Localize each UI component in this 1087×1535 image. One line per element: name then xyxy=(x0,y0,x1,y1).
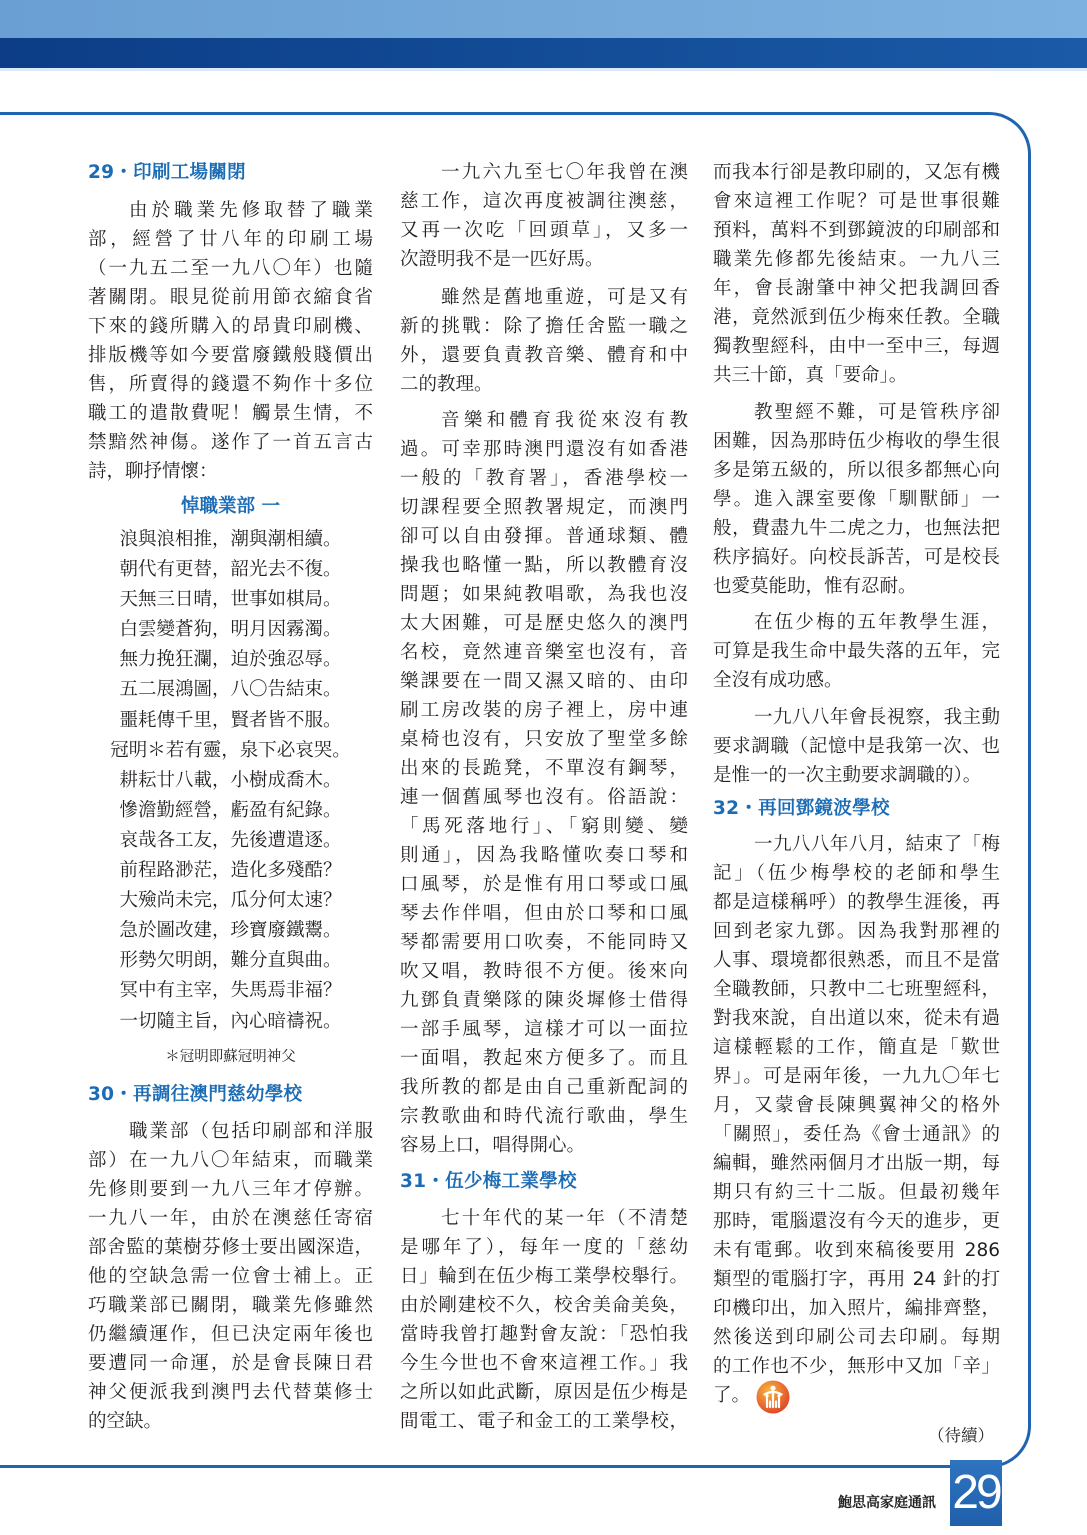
body-text-line: 過。可幸那時澳門還沒有如香港 xyxy=(400,438,688,460)
body-text-line: 雖然是舊地重遊，可是又有 xyxy=(441,286,688,308)
body-text-line: 神父便派我到澳門去代替葉修士 xyxy=(88,1381,373,1403)
paragraph xyxy=(713,830,1000,1410)
body-text-line: 口風琴，於是惟有用口琴或口風 xyxy=(400,873,688,895)
header-band-dark xyxy=(0,38,1087,68)
body-text-line: 期只有約三十二版。但最初幾年 xyxy=(713,1181,1000,1203)
poem-line: 形勢欠明朗，難分直與曲。 xyxy=(119,950,342,972)
poem-line: 天無三日晴，世事如棋局。 xyxy=(119,589,342,611)
body-text-line: 編輯，雖然兩個月才出版一期，每 xyxy=(713,1152,1000,1174)
body-text-line: 卻可以自由發揮。普通球類、體 xyxy=(400,525,688,547)
body-text-line: 學。進入課室要像「馴獸師」一 xyxy=(713,488,1000,510)
paragraph xyxy=(400,283,688,399)
body-text-line: 般，費盡九牛二虎之力，也無法把 xyxy=(713,517,1000,539)
body-text-line: 下來的錢所購入的昂貴印刷機、 xyxy=(88,315,373,337)
body-text-line: 禁黯然神傷。遂作了一首五言古 xyxy=(88,431,373,453)
body-text-line: 二的教理。 xyxy=(400,373,493,395)
body-text-line: 桌椅也沒有，只安放了聖堂多餘 xyxy=(400,728,688,750)
body-text-line: 全職教師，只教中二七班聖經科， xyxy=(713,978,1000,1000)
body-text-line: 是惟一的一次主動要求調職的）。 xyxy=(713,764,982,786)
paragraph xyxy=(400,158,688,274)
body-text-line: 次證明我不是一匹好馬。 xyxy=(400,248,604,270)
poem-line: 慘澹勤經營，虧盈有紀錄。 xyxy=(119,799,342,821)
body-text-line: 巧職業部已關閉，職業先修雖然 xyxy=(88,1294,373,1316)
section-heading: 32・再回鄧鏡波學校 xyxy=(713,797,890,819)
body-text-line: 今生今世也不會來這裡工作。」我 xyxy=(400,1352,688,1374)
poem-line: 大殮尚未完，瓜分何太速？ xyxy=(119,890,342,912)
poem-line: 一切隨主旨，內心暗禱祝。 xyxy=(119,1010,342,1032)
body-text-line: 音樂和體育我從來沒有教 xyxy=(441,409,688,431)
body-text-line: 一部手風琴，這樣才可以一面拉 xyxy=(400,1018,688,1040)
poem-footnote: ＊冠明即蘇冠明神父 xyxy=(165,1049,296,1065)
body-text-line: 「馬死落地行」、「窮則變、變 xyxy=(400,815,688,837)
poem-line: 冥中有主宰，失馬焉非福？ xyxy=(119,980,342,1002)
body-text-line: 七十年代的某一年（不清楚 xyxy=(441,1207,688,1229)
to-be-continued: （待續） xyxy=(928,1426,994,1445)
publication-name: 鮑思高家庭通訊 xyxy=(838,1495,936,1511)
body-text-line: 獨教聖經科，由中一至中三，每週 xyxy=(713,335,1000,357)
body-text-line: 著關閉。眼見從前用節衣縮食省 xyxy=(88,286,373,308)
paragraph xyxy=(713,398,1000,601)
body-text-line: 切課程要全照教署規定，而澳門 xyxy=(400,496,688,518)
body-text-line: 九鄧負責樂隊的陳炎墀修士借得 xyxy=(400,989,688,1011)
header-band-rule xyxy=(0,68,1087,71)
poem-line: 白雲變蒼狗，明月因霧濁。 xyxy=(119,619,342,641)
body-text-line: 對我來說，自出道以來，從未有過 xyxy=(713,1007,1000,1029)
body-text-line: 這樣輕鬆的工作，簡直是「歎世 xyxy=(713,1036,1000,1058)
body-text-line: 記」（伍少梅學校的老師和學生 xyxy=(713,862,1000,884)
body-text-line: 間電工、電子和金工的工業學校， xyxy=(400,1410,688,1432)
poem xyxy=(88,525,373,1037)
body-text-line: 會來這裡工作呢？可是世事很難 xyxy=(713,190,1000,212)
poem-line: 冠明＊若有靈，泉下必哀哭。 xyxy=(110,739,351,761)
body-text-line: 那時，電腦還沒有今天的進步，更 xyxy=(713,1210,1000,1232)
paragraph xyxy=(400,406,688,1160)
body-text-line: 全沒有成功感。 xyxy=(713,669,843,691)
poem-title: 悼職業部 一 xyxy=(181,495,280,517)
body-text-line: 問題；如果純教唱歌，為我也沒 xyxy=(400,583,688,605)
body-text-line: 印機印出，加入照片，編排齊整， xyxy=(713,1297,1000,1319)
body-text-line: （一九五二至一九八〇年）也隨 xyxy=(88,257,373,279)
body-text-line: 慈工作，這次再度被調往澳慈， xyxy=(400,190,688,212)
body-text-line: 一面唱，教起來方便多了。而且 xyxy=(400,1047,688,1069)
body-text-line: 「關照」，委任為《會士通訊》的 xyxy=(713,1123,1000,1145)
body-text-line: 宗教歌曲和時代流行歌曲，學生 xyxy=(400,1105,688,1127)
body-text-line: 外，還要負責教音樂、體育和中 xyxy=(400,344,688,366)
body-text-line: 了。 xyxy=(713,1384,751,1406)
body-text-line: 月，又蒙會長陳興翼神父的格外 xyxy=(713,1094,1000,1116)
body-text-line: 職工的遣散費呢！觸景生情，不 xyxy=(88,402,373,424)
body-text-line: 類型的電腦打字，再用 24 針的打 xyxy=(713,1268,1000,1290)
salesian-family-logo-icon xyxy=(756,1380,790,1414)
body-text-line: 而我本行卻是教印刷的，又怎有機 xyxy=(713,161,1000,183)
body-text-line: 多是第五級的，所以很多都無心向 xyxy=(713,459,1000,481)
body-text-line: 他的空缺急需一位會士補上。正 xyxy=(88,1265,373,1287)
body-text-line: 我所教的都是由自己重新配詞的 xyxy=(400,1076,688,1098)
body-text-line: 預料，萬料不到鄧鏡波的印刷部和 xyxy=(713,219,1000,241)
body-text-line: 的工作也不少，無形中又加「辛」 xyxy=(713,1355,1000,1377)
body-text-line: 排版機等如今要當廢鐵般賤價出 xyxy=(88,344,373,366)
poem-line: 噩耗傳千里，賢者皆不服。 xyxy=(119,709,342,731)
poem-line: 哀哉各工友，先後遭遣逐。 xyxy=(119,829,342,851)
body-text-line: 港，竟然派到伍少梅來任教。全職 xyxy=(713,306,1000,328)
body-text-line: 一九六九至七〇年我曾在澳 xyxy=(441,161,688,183)
body-text-line: 困難，因為那時伍少梅收的學生很 xyxy=(713,430,1000,452)
poem-line: 前程路渺茫，造化多殘酷？ xyxy=(119,860,342,882)
header-band-light xyxy=(0,0,1087,38)
poem-line: 五二展鴻圖，八〇告結束。 xyxy=(119,679,342,701)
body-text-line: 然後送到印刷公司去印刷。每期 xyxy=(713,1326,1000,1348)
body-text-line: 也愛莫能助，惟有忍耐。 xyxy=(713,575,917,597)
body-text-line: 一九八八年會長視察，我主動 xyxy=(754,706,1000,728)
body-text-line: 教聖經不難，可是管秩序卻 xyxy=(754,401,1000,423)
body-text-line: 一九八八年八月，結束了「梅 xyxy=(754,833,1000,855)
body-text-line: 日」輪到在伍少梅工業學校舉行。 xyxy=(400,1265,688,1287)
body-text-line: 未有電郵。收到來稿後要用 286 xyxy=(713,1239,1000,1261)
body-text-line: 操我也略懂一點，所以教體育沒 xyxy=(400,554,688,576)
poem-line: 浪與浪相推，潮與潮相續。 xyxy=(119,529,342,550)
body-text-line: 的空缺。 xyxy=(88,1410,163,1432)
body-text-line: 秩序搞好。向校長訴苦，可是校長 xyxy=(713,546,1000,568)
body-text-line: 先修則要到一九八三年才停辦。 xyxy=(88,1178,373,1200)
body-text-line: 要求調職（記憶中是我第一次、也 xyxy=(713,735,1000,757)
body-text-line: 出來的長跪凳，不單沒有鋼琴， xyxy=(400,757,688,779)
paragraph-continued xyxy=(713,158,1000,390)
poem-line: 朝代有更替，韶光去不復。 xyxy=(119,559,342,581)
body-text-line: 仍繼續運作，但已決定兩年後也 xyxy=(88,1323,373,1345)
page-number: 29 xyxy=(950,1460,1002,1526)
body-text-line: 吹又唱，教時很不方便。後來向 xyxy=(400,960,688,982)
body-text-line: 太大困難，可是歷史悠久的澳門 xyxy=(400,612,688,634)
body-text-line: 要遭同一命運，於是會長陳日君 xyxy=(88,1352,373,1374)
body-text-line: 琴去作伴唱，但由於口琴和口風 xyxy=(400,902,688,924)
body-text-line: 在伍少梅的五年教學生涯， xyxy=(754,611,1000,633)
body-text-line: 都是這樣稱呼）的教學生涯後，再 xyxy=(713,891,1000,913)
body-text-line: 之所以如此武斷，原因是伍少梅是 xyxy=(400,1381,688,1403)
body-text-line: 一般的「教育署」，香港學校一 xyxy=(400,467,688,489)
paragraph xyxy=(88,196,373,486)
body-text-line: 名校，竟然連音樂室也沒有，音 xyxy=(400,641,688,663)
poem-line: 無力挽狂瀾，迫於強忍辱。 xyxy=(119,649,342,671)
body-text-line: 部，經營了廿八年的印刷工場 xyxy=(88,228,373,250)
body-text-line: 刷工房改裝的房子裡上，房中連 xyxy=(400,699,688,721)
body-text-line: 可算是我生命中最失落的五年，完 xyxy=(713,640,1000,662)
body-text-line: 連一個舊風琴也沒有。俗語說： xyxy=(400,786,688,808)
body-text-line: 年，會長謝肇中神父把我調回香 xyxy=(713,277,1000,299)
body-text-line: 由於剛建校不久，校舍美侖美奐， xyxy=(400,1294,688,1316)
body-text-line: 職業部（包括印刷部和洋服 xyxy=(129,1120,373,1142)
section-heading: 31・伍少梅工業學校 xyxy=(400,1170,577,1192)
body-text-line: 一九八一年，由於在澳慈任寄宿 xyxy=(88,1207,373,1229)
body-text-line: 售，所賣得的錢還不夠作十多位 xyxy=(88,373,373,395)
body-text-line: 則通」，因為我略懂吹奏口琴和 xyxy=(400,844,688,866)
body-text-line: 樂課要在一間又濕又暗的、由印 xyxy=(400,670,688,692)
body-text-line: 當時我曾打趣對會友說：「恐怕我 xyxy=(400,1323,688,1345)
body-text-line: 由於職業先修取替了職業 xyxy=(129,199,373,221)
body-text-line: 回到老家九鄧。因為我對那裡的 xyxy=(713,920,1000,942)
body-text-line: 又再一次吃「回頭草」，又多一 xyxy=(400,219,688,241)
section-heading: 30・再調往澳門慈幼學校 xyxy=(88,1083,303,1105)
body-text-line: 是哪年了），每年一度的「慈幼 xyxy=(400,1236,688,1258)
paragraph xyxy=(88,1117,373,1436)
body-text-line: 部）在一九八〇年結束，而職業 xyxy=(88,1149,373,1171)
paragraph xyxy=(713,608,1000,695)
paragraph xyxy=(400,1204,688,1436)
body-text-line: 容易上口，唱得開心。 xyxy=(400,1134,586,1156)
body-text-line: 琴都需要用口吹奏，不能同時又 xyxy=(400,931,688,953)
paragraph xyxy=(713,703,1000,790)
poem-line: 急於圖改建，珍寶廢鐵鬻。 xyxy=(119,920,342,942)
body-text-line: 新的挑戰：除了擔任舍監一職之 xyxy=(400,315,688,337)
body-text-line: 職業先修都先後結束。一九八三 xyxy=(713,248,1000,270)
body-text-line: 共三十節，真「要命」。 xyxy=(713,364,908,386)
body-text-line: 界」。可是兩年後，一九九〇年七 xyxy=(713,1065,1000,1087)
body-text-line: 人事、環境都很熟悉，而且不是當 xyxy=(713,949,1000,971)
poem-line: 耕耘廿八載，小樹成喬木。 xyxy=(119,769,342,791)
body-text-line: 詩，聊抒情懷： xyxy=(88,460,218,482)
body-text-line: 部舍監的葉樹芬修士要出國深造， xyxy=(88,1236,373,1258)
section-heading: 29・印刷工場關閉 xyxy=(88,161,246,183)
